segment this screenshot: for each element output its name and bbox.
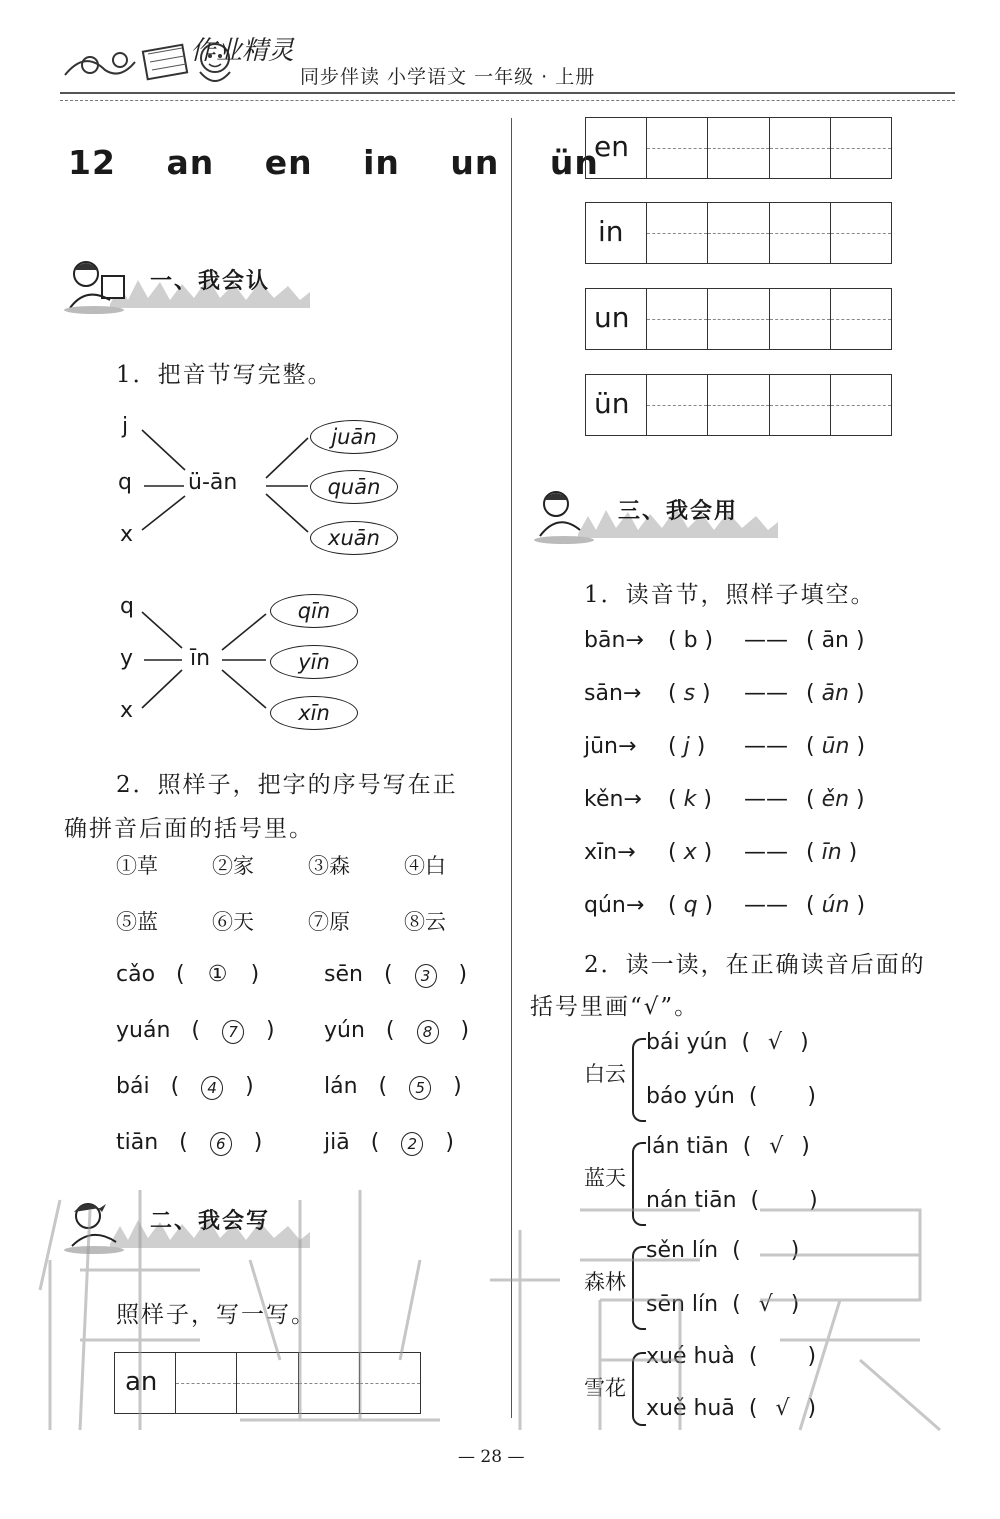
character-item: ④白 <box>404 854 446 878</box>
lesson-number: 12 <box>68 143 116 182</box>
character-item: ①草 <box>116 854 158 878</box>
lesson-final: en <box>264 143 313 182</box>
match-item: cǎo ( ① ) <box>116 962 260 987</box>
section-title: 二、我会写 <box>150 1208 271 1234</box>
match-answer: 3 <box>415 964 437 988</box>
brace <box>632 1246 646 1330</box>
match-answer: 7 <box>222 1020 244 1044</box>
match-answer: 2 <box>401 1132 423 1156</box>
match-item: bái ( 4 ) <box>116 1074 254 1099</box>
split-dash: —— <box>744 840 788 865</box>
character-list-row-1 <box>116 850 446 880</box>
syllable-split-row: qún→ ( q ) —— ( ún ) <box>584 893 866 918</box>
writing-grid-in <box>585 202 892 264</box>
choice-option: sēn lín ( √ ) <box>646 1292 800 1317</box>
split-initial: s <box>683 681 696 706</box>
choice-word: 森林 <box>584 1270 626 1294</box>
character-item: ⑧云 <box>404 910 446 934</box>
header-rule <box>60 92 955 101</box>
writing-cell[interactable] <box>646 375 707 435</box>
choice-option: xuě huā ( √ ) <box>646 1396 817 1421</box>
section-3-question-2-prompt-line1: 2．读一读，在正确读音后面的 <box>584 952 926 978</box>
writing-cell[interactable] <box>830 203 891 263</box>
split-dash: —— <box>744 893 788 918</box>
match-answer: ① <box>207 962 228 987</box>
lesson-final: an <box>166 143 215 182</box>
writing-cell[interactable] <box>236 1353 297 1413</box>
grid-sample-final: en <box>594 130 629 163</box>
syllable-split-row: xīn→ ( x ) —— ( īn ) <box>584 840 858 865</box>
match-answer: 4 <box>201 1076 223 1100</box>
split-dash: —— <box>744 681 788 706</box>
match-item: yún ( 8 ) <box>324 1018 470 1043</box>
match-answer: 5 <box>409 1076 431 1100</box>
answer-oval: xīn <box>270 696 358 730</box>
match-item: sēn ( 3 ) <box>324 962 468 987</box>
split-initial: k <box>683 787 697 812</box>
split-dash: —— <box>744 628 788 653</box>
writing-cell[interactable] <box>830 118 891 178</box>
answer-oval: juān <box>310 420 398 454</box>
question-2-prompt-line2: 确拼音后面的括号里。 <box>64 816 314 842</box>
reading-child-icon <box>62 258 132 314</box>
writing-girl-icon <box>62 1198 132 1254</box>
writing-cell[interactable] <box>646 289 707 349</box>
match-item: lán ( 5 ) <box>324 1074 462 1099</box>
syllable-split-row: kěn→ ( k ) —— ( ěn ) <box>584 787 865 812</box>
writing-cell[interactable] <box>707 203 768 263</box>
syllable-split-row: jūn→ ( j ) —— ( ūn ) <box>584 734 866 759</box>
header-series-title: 同步伴读 小学语文 一年级 · 上册 <box>300 66 596 88</box>
split-final: ūn <box>821 734 850 759</box>
section-title: 一、我会认 <box>150 268 271 294</box>
split-initial: j <box>683 734 690 759</box>
writing-grid-un <box>585 288 892 350</box>
writing-cell[interactable] <box>707 289 768 349</box>
choice-mark[interactable]: √ <box>758 1292 773 1317</box>
writing-cell[interactable] <box>359 1353 420 1413</box>
choice-option: bái yún ( √ ) <box>646 1030 809 1055</box>
split-final: ěn <box>821 787 850 812</box>
choice-option: lán tiān ( √ ) <box>646 1134 810 1159</box>
writing-cell[interactable] <box>830 375 891 435</box>
brace <box>632 1352 646 1426</box>
section-header-3 <box>530 488 790 544</box>
choice-option: xué huà ( ) <box>646 1344 817 1369</box>
writing-grid-umlaut-un <box>585 374 892 436</box>
section-3-question-2-prompt-line2: 括号里画“√”。 <box>530 994 700 1020</box>
split-final: īn <box>821 840 842 865</box>
character-item: ⑦原 <box>308 910 350 934</box>
split-syllable: qún→ <box>584 893 645 918</box>
lesson-final: ün <box>549 143 599 182</box>
writing-cell[interactable] <box>769 118 830 178</box>
choice-option: nán tiān ( ) <box>646 1188 818 1213</box>
choice-option: sěn lín ( ) <box>646 1238 800 1263</box>
brace <box>632 1142 646 1226</box>
writing-cell[interactable] <box>707 375 768 435</box>
match-pinyin: yuán <box>116 1018 171 1043</box>
answer-oval: qīn <box>270 594 358 628</box>
initial-y: y <box>120 646 134 671</box>
split-initial: b <box>683 628 698 653</box>
writing-cell[interactable] <box>830 289 891 349</box>
grid-sample-final: un <box>594 301 630 334</box>
split-final: ún <box>821 893 850 918</box>
grid-sample-final: in <box>598 215 624 248</box>
character-item: ⑤蓝 <box>116 910 158 934</box>
writing-cell[interactable] <box>646 203 707 263</box>
syllable-split-row: sān→ ( s ) —— ( ān ) <box>584 681 865 706</box>
lesson-title <box>68 143 633 182</box>
writing-cell[interactable] <box>769 375 830 435</box>
match-pinyin: bái <box>116 1074 150 1099</box>
choice-group <box>584 1238 864 1342</box>
section-title: 三、我会用 <box>618 498 739 524</box>
answer-oval: quān <box>310 470 398 504</box>
initial-x: x <box>120 522 134 547</box>
grid-sample-final: an <box>125 1367 158 1397</box>
choice-word: 蓝天 <box>584 1166 626 1190</box>
answer-oval: yīn <box>270 645 358 679</box>
writing-cell[interactable] <box>769 203 830 263</box>
choice-word: 白云 <box>584 1062 626 1086</box>
match-item: tiān ( 6 ) <box>116 1130 263 1155</box>
choice-group <box>584 1344 864 1434</box>
character-item: ③森 <box>308 854 350 878</box>
choice-option: báo yún ( ) <box>646 1084 816 1109</box>
match-item: yuán ( 7 ) <box>116 1018 275 1043</box>
page-header <box>0 0 1000 105</box>
writing-cell[interactable] <box>646 118 707 178</box>
writing-grid-an <box>114 1352 421 1414</box>
column-divider <box>511 118 512 1418</box>
section-2-prompt: 照样子，写一写。 <box>116 1302 316 1328</box>
tree-core-final: ü-ān <box>188 470 238 495</box>
syllable-tree-2-lines <box>110 590 410 740</box>
writing-cell[interactable] <box>175 1353 236 1413</box>
section-header-1 <box>62 258 322 314</box>
choice-word: 雪花 <box>584 1376 626 1400</box>
split-dash: —— <box>744 787 788 812</box>
split-initial: q <box>683 893 698 918</box>
brace <box>632 1038 646 1122</box>
choice-group <box>584 1134 864 1238</box>
match-pinyin: yún <box>324 1018 365 1043</box>
match-pinyin: lán <box>324 1074 358 1099</box>
match-answer: 8 <box>417 1020 439 1044</box>
header-logo-text: 作业精灵 <box>190 36 295 66</box>
split-syllable: sān→ <box>584 681 642 706</box>
writing-grid-en <box>585 117 892 179</box>
match-pinyin: jiā <box>324 1130 350 1155</box>
tree-core-final: īn <box>190 646 211 671</box>
match-answer: 6 <box>210 1132 232 1156</box>
section-header-2 <box>62 1198 322 1254</box>
match-pinyin: sēn <box>324 962 363 987</box>
section-3-question-1-prompt: 1．读音节，照样子填空。 <box>584 582 876 608</box>
split-syllable: kěn→ <box>584 787 642 812</box>
character-item: ⑥天 <box>212 910 254 934</box>
answer-oval: xuān <box>310 521 398 555</box>
question-2-prompt-line1: 2．照样子，把字的序号写在正 <box>116 772 458 798</box>
writing-cell[interactable] <box>769 289 830 349</box>
grid-sample-final: ün <box>594 387 630 420</box>
choice-mark[interactable]: √ <box>769 1134 784 1159</box>
character-item: ②家 <box>212 854 254 878</box>
choice-group <box>584 1030 864 1134</box>
match-pinyin: tiān <box>116 1130 159 1155</box>
split-final: ān <box>821 681 850 706</box>
character-list-row-2 <box>116 906 446 936</box>
split-syllable: xīn→ <box>584 840 636 865</box>
split-syllable: bān→ <box>584 628 644 653</box>
match-pinyin: cǎo <box>116 962 156 987</box>
question-1-prompt: 1．把音节写完整。 <box>116 362 333 388</box>
choice-mark[interactable]: √ <box>768 1030 783 1055</box>
lesson-final: un <box>450 143 500 182</box>
writing-cell[interactable] <box>298 1353 359 1413</box>
split-dash: —— <box>744 734 788 759</box>
initial-j: j <box>122 414 129 439</box>
page-number: — 28 — <box>458 1447 525 1467</box>
split-final: ān <box>821 628 850 653</box>
split-initial: x <box>683 840 697 865</box>
initial-q: q <box>120 594 134 619</box>
lesson-final: in <box>363 143 400 182</box>
writing-cell[interactable] <box>707 118 768 178</box>
split-syllable: jūn→ <box>584 734 637 759</box>
initial-q: q <box>118 470 132 495</box>
choice-mark[interactable]: √ <box>775 1396 790 1421</box>
syllable-split-row: bān→ ( b ) —— ( ān ) <box>584 628 865 653</box>
thinking-child-icon <box>530 488 600 544</box>
match-item: jiā ( 2 ) <box>324 1130 454 1155</box>
initial-x: x <box>120 698 134 723</box>
